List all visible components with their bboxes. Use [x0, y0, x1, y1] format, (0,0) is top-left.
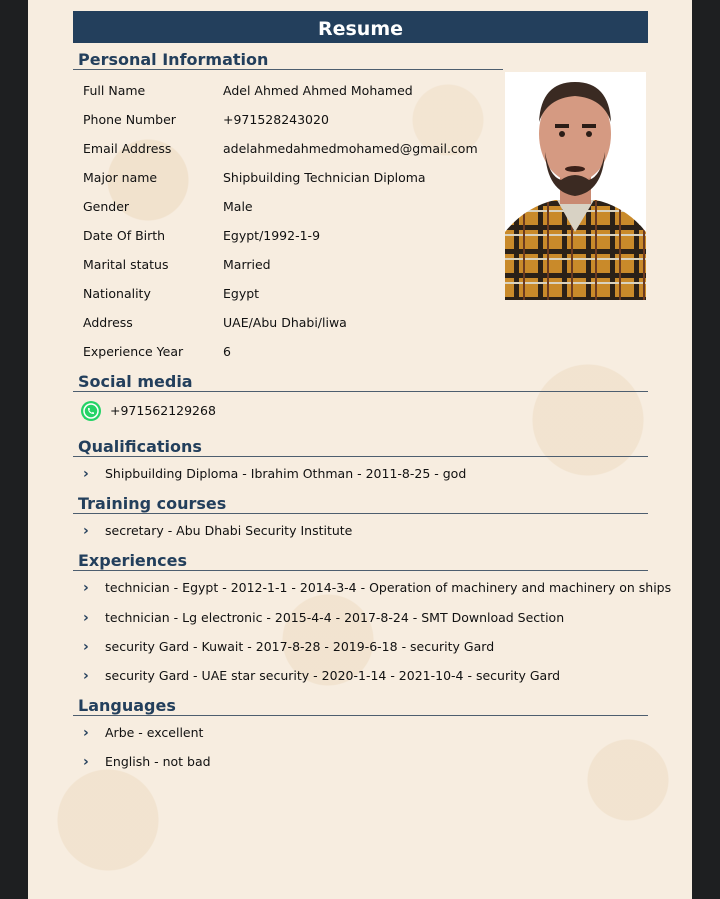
info-label: Major name	[83, 170, 158, 185]
info-label: Email Address	[83, 141, 172, 156]
profile-photo	[505, 72, 646, 300]
list-item-text: secretary - Abu Dhabi Security Institute	[105, 523, 353, 538]
list-item	[83, 754, 211, 770]
info-value: 6	[223, 344, 231, 359]
section-languages: Languages	[78, 696, 176, 715]
list-item-text: English - not bad	[105, 754, 211, 769]
info-row-gender	[83, 199, 503, 219]
divider	[73, 69, 503, 70]
info-value: Adel Ahmed Ahmed Mohamed	[223, 83, 413, 98]
list-item-text: technician - Egypt - 2012-1-1 - 2014-3-4 - Operation of machinery and machinery on ships	[105, 580, 672, 595]
list-item	[83, 639, 494, 655]
info-value: Married	[223, 257, 271, 272]
list-item	[83, 725, 203, 741]
info-row-address	[83, 315, 503, 335]
info-value: +971528243020	[223, 112, 329, 127]
info-label: Gender	[83, 199, 130, 214]
divider	[73, 570, 648, 571]
divider	[73, 715, 648, 716]
list-item-text: Arbe - excellent	[105, 725, 204, 740]
info-row-major	[83, 170, 503, 190]
info-value: Egypt	[223, 286, 260, 301]
info-row-nationality	[83, 286, 503, 306]
chevron-right-icon: ›	[83, 639, 89, 655]
list-item-text: security Gard - UAE star security - 2020-1-14 - 2021-10-4 - security Gard	[105, 668, 561, 683]
list-item	[83, 580, 671, 596]
info-row-marital	[83, 257, 503, 277]
resume-title: Resume	[73, 11, 648, 43]
info-label: Address	[83, 315, 133, 330]
info-label: Phone Number	[83, 112, 176, 127]
chevron-right-icon: ›	[83, 754, 89, 770]
list-item-text: Shipbuilding Diploma - Ibrahim Othman - 2011-8-25 - god	[105, 466, 467, 481]
list-item	[83, 523, 352, 539]
chevron-right-icon: ›	[83, 466, 89, 482]
resume-page	[28, 0, 692, 899]
divider	[73, 456, 648, 457]
list-item	[83, 668, 560, 684]
chevron-right-icon: ›	[83, 580, 89, 596]
section-training-courses: Training courses	[78, 494, 227, 513]
list-item	[83, 610, 564, 626]
divider	[73, 391, 648, 392]
section-experiences: Experiences	[78, 551, 188, 570]
info-value: adelahmedahmedmohamed@gmail.com	[223, 141, 478, 156]
whatsapp-icon	[80, 400, 102, 422]
info-label: Experience Year	[83, 344, 184, 359]
chevron-right-icon: ›	[83, 668, 89, 684]
info-row-email	[83, 141, 503, 161]
info-label: Marital status	[83, 257, 169, 272]
info-row-phone	[83, 112, 503, 132]
info-value: Egypt/1992-1-9	[223, 228, 321, 243]
chevron-right-icon: ›	[83, 523, 89, 539]
list-item	[83, 466, 466, 482]
chevron-right-icon: ›	[83, 725, 89, 741]
info-row-dob	[83, 228, 503, 248]
list-item-text: security Gard - Kuwait - 2017-8-28 - 2019-6-18 - security Gard	[105, 639, 495, 654]
info-value: UAE/Abu Dhabi/liwa	[223, 315, 347, 330]
info-value: Male	[223, 199, 253, 214]
section-personal-information: Personal Information	[78, 50, 269, 69]
info-value: Shipbuilding Technician Diploma	[223, 170, 426, 185]
section-qualifications: Qualifications	[78, 437, 202, 456]
chevron-right-icon: ›	[83, 610, 89, 626]
section-social-media: Social media	[78, 372, 193, 391]
whatsapp-number: +971562129268	[110, 403, 216, 418]
info-label: Nationality	[83, 286, 151, 301]
info-label: Date Of Birth	[83, 228, 166, 243]
info-label: Full Name	[83, 83, 146, 98]
list-item-text: technician - Lg electronic - 2015-4-4 - 2017-8-24 - SMT Download Section	[105, 610, 565, 625]
divider	[73, 513, 648, 514]
info-row-full-name	[83, 83, 503, 103]
info-row-experience-year	[83, 344, 503, 364]
